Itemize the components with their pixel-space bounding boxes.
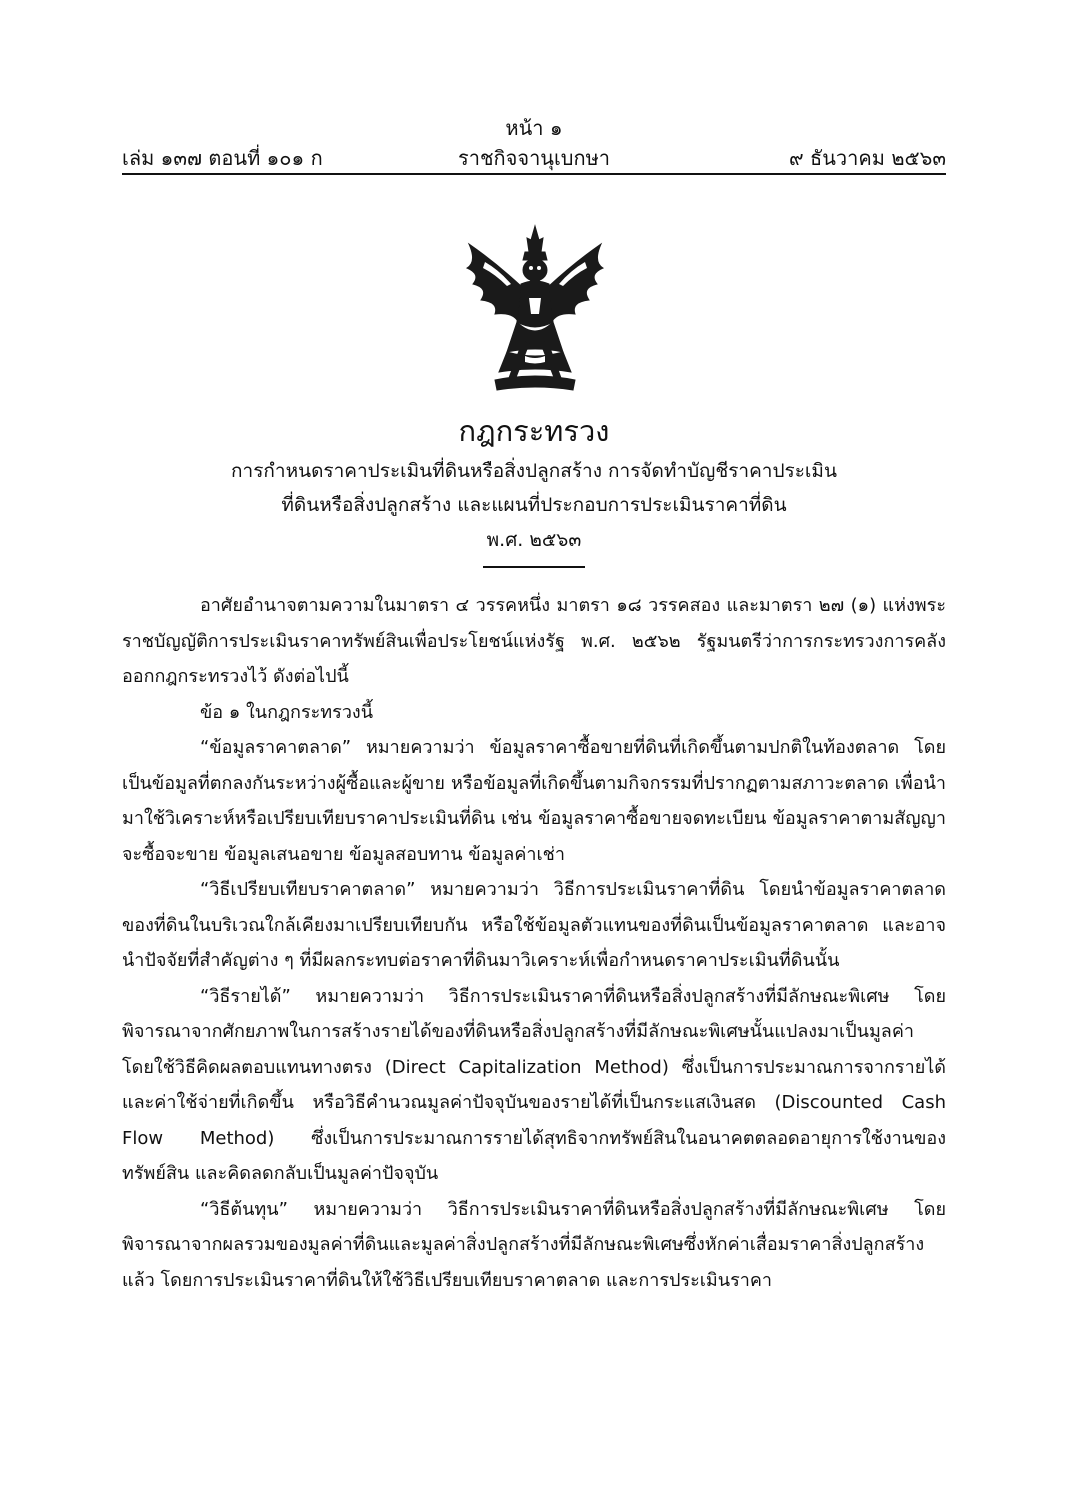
gazette-name: ราชกิจจานุเบกษา [457, 146, 611, 170]
header-divider [122, 173, 946, 175]
paragraph-definition-market-data: “ข้อมูลราคาตลาด” หมายความว่า ข้อมูลราคาซื้อขายที่ดินที่เกิดขึ้นตามปกติในท้องตลาด โดยเป็นข้อมูลที่ตกลงกันระหว่างผู้ซื้อและผู้ขาย หรือข้อมูลที่เกิดขึ้นตามกิจกรรมที่ปรากฏตามสภาวะตลาด เพื่อนำมาใช้วิเคราะห์หรือเปรียบเทียบราคาประเมินที่ดิน เช่น ข้อมูลราคาซื้อขายจดทะเบียน ข้อมูลราคาตามสัญญาจะซื้อจะขาย ข้อมูลเสนอขาย ข้อมูลสอบทาน ข้อมูลค่าเช่า [122, 737, 946, 865]
garuda-emblem-icon [455, 222, 615, 394]
paragraph-definition-cost-approach: “วิธีต้นทุน” หมายความว่า วิธีการประเมินราคาที่ดินหรือสิ่งปลูกสร้างที่มีลักษณะพิเศษ โดยพิจารณาจากผลรวมของมูลค่าที่ดินและมูลค่าสิ่งปลูกสร้างที่มีลักษณะพิเศษซึ่งหักค่าเสื่อมราคาสิ่งปลูกสร้างแล้ว โดยการประเมินราคาที่ดินให้ใช้วิธีเปรียบเทียบราคาตลาด และการประเมินราคา [122, 1198, 946, 1291]
paragraph-definition-market-comparison: “วิธีเปรียบเทียบราคาตลาด” หมายความว่า วิธีการประเมินราคาที่ดิน โดยนำข้อมูลราคาตลาดของที่ดินในบริเวณใกล้เคียงมาเปรียบเทียบกัน หรือใช้ข้อมูลตัวแทนของที่ดินเป็นข้อมูลราคาตลาด และอาจนำปัจจัยที่สำคัญต่าง ๆ ที่มีผลกระทบต่อราคาที่ดินมาวิเคราะห์เพื่อกำหนดราคาประเมินที่ดินนั้น [122, 879, 946, 971]
page-number: หน้า ๑ [505, 116, 563, 140]
issue-number: เล่ม ๑๓๗ ตอนที่ ๑๐๑ ก [122, 146, 323, 170]
title-divider [483, 566, 585, 568]
document-title: กฎกระทรวง [458, 414, 610, 448]
paragraph-definition-income-approach: “วิธีรายได้” หมายความว่า วิธีการประเมินราคาที่ดินหรือสิ่งปลูกสร้างที่มีลักษณะพิเศษ โดยพิจารณาจากศักยภาพในการสร้างรายได้ของที่ดินหรือสิ่งปลูกสร้างที่มีลักษณะพิเศษนั้นแปลงมาเป็นมูลค่า โดยใช้วิธีคิดผลตอบแทนทางตรง (Direct Capitalization Method) ซึ่งเป็นการประมาณการจากรายได้และค่าใช้จ่ายที่เกิดขึ้น หรือวิธีคำนวณมูลค่าปัจจุบันของรายได้ที่เป็นกระแสเงินสด (Discounted Cash Flow Method) ซึ่งเป็นการประมาณการรายได้สุทธิจากทรัพย์สินในอนาคตตลอดอายุการใช้งานของทรัพย์สิน และคิดลดกลับเป็นมูลค่าปัจจุบัน [122, 985, 946, 1184]
document-year: พ.ศ. ๒๕๖๓ [486, 529, 582, 551]
publication-date: ๙ ธันวาคม ๒๕๖๓ [789, 146, 946, 170]
paragraph-clause-1: ข้อ ๑ ในกฎกระทรวงนี้ [200, 701, 374, 723]
document-body [122, 588, 946, 1298]
paragraph-preamble: อาศัยอำนาจตามความในมาตรา ๔ วรรคหนึ่ง มาตรา ๑๘ วรรคสอง และมาตรา ๒๗ (๑) แห่งพระราชบัญญัติการประเมินราคาทรัพย์สินเพื่อประโยชน์แห่งรัฐ พ.ศ. ๒๕๖๒ รัฐมนตรีว่าการกระทรวงการคลังออกกฎกระทรวงไว้ ดังต่อไปนี้ [122, 595, 946, 687]
gazette-header [122, 142, 946, 172]
document-subtitle-line-1: การกำหนดราคาประเมินที่ดินหรือสิ่งปลูกสร้าง การจัดทำบัญชีราคาประเมิน [231, 460, 837, 482]
document-subtitle-line-2: ที่ดินหรือสิ่งปลูกสร้าง และแผนที่ประกอบการประเมินราคาที่ดิน [281, 494, 787, 516]
